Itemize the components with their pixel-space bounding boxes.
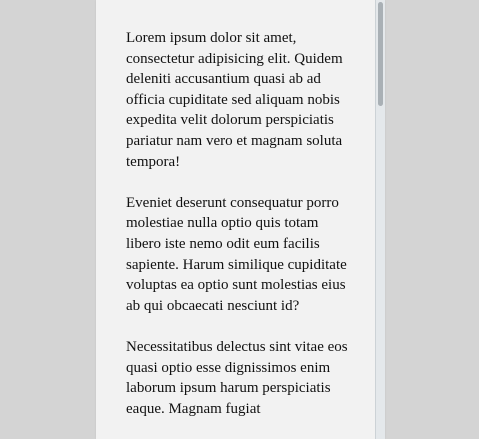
- paragraph-1: Lorem ipsum dolor sit amet, consectetur adipisicing elit. Quidem deleniti accusantium quasi ab ad officia cupiditate sed aliquam nobis expedita velit dolorum perspiciatis pariatur nam vero et magnam soluta tempora!: [126, 30, 343, 170]
- text-content: [126, 28, 348, 439]
- paragraph-3: Necessitatibus delectus sint vitae eos quasi optio esse dignissimos enim laborum ipsum harum perspiciatis eaque. Magnam fugiat: [126, 338, 348, 417]
- scroll-panel[interactable]: [96, 0, 385, 439]
- paragraph-2: Eveniet deserunt consequatur porro molestiae nulla optio quis totam libero iste nemo odit eum facilis sapiente. Harum similique cupiditate voluptas ea optio sunt molestias eius ab qui obcaecati nesciunt id?: [126, 194, 347, 314]
- vertical-scrollbar[interactable]: [375, 0, 385, 439]
- scrollbar-thumb[interactable]: [378, 2, 383, 106]
